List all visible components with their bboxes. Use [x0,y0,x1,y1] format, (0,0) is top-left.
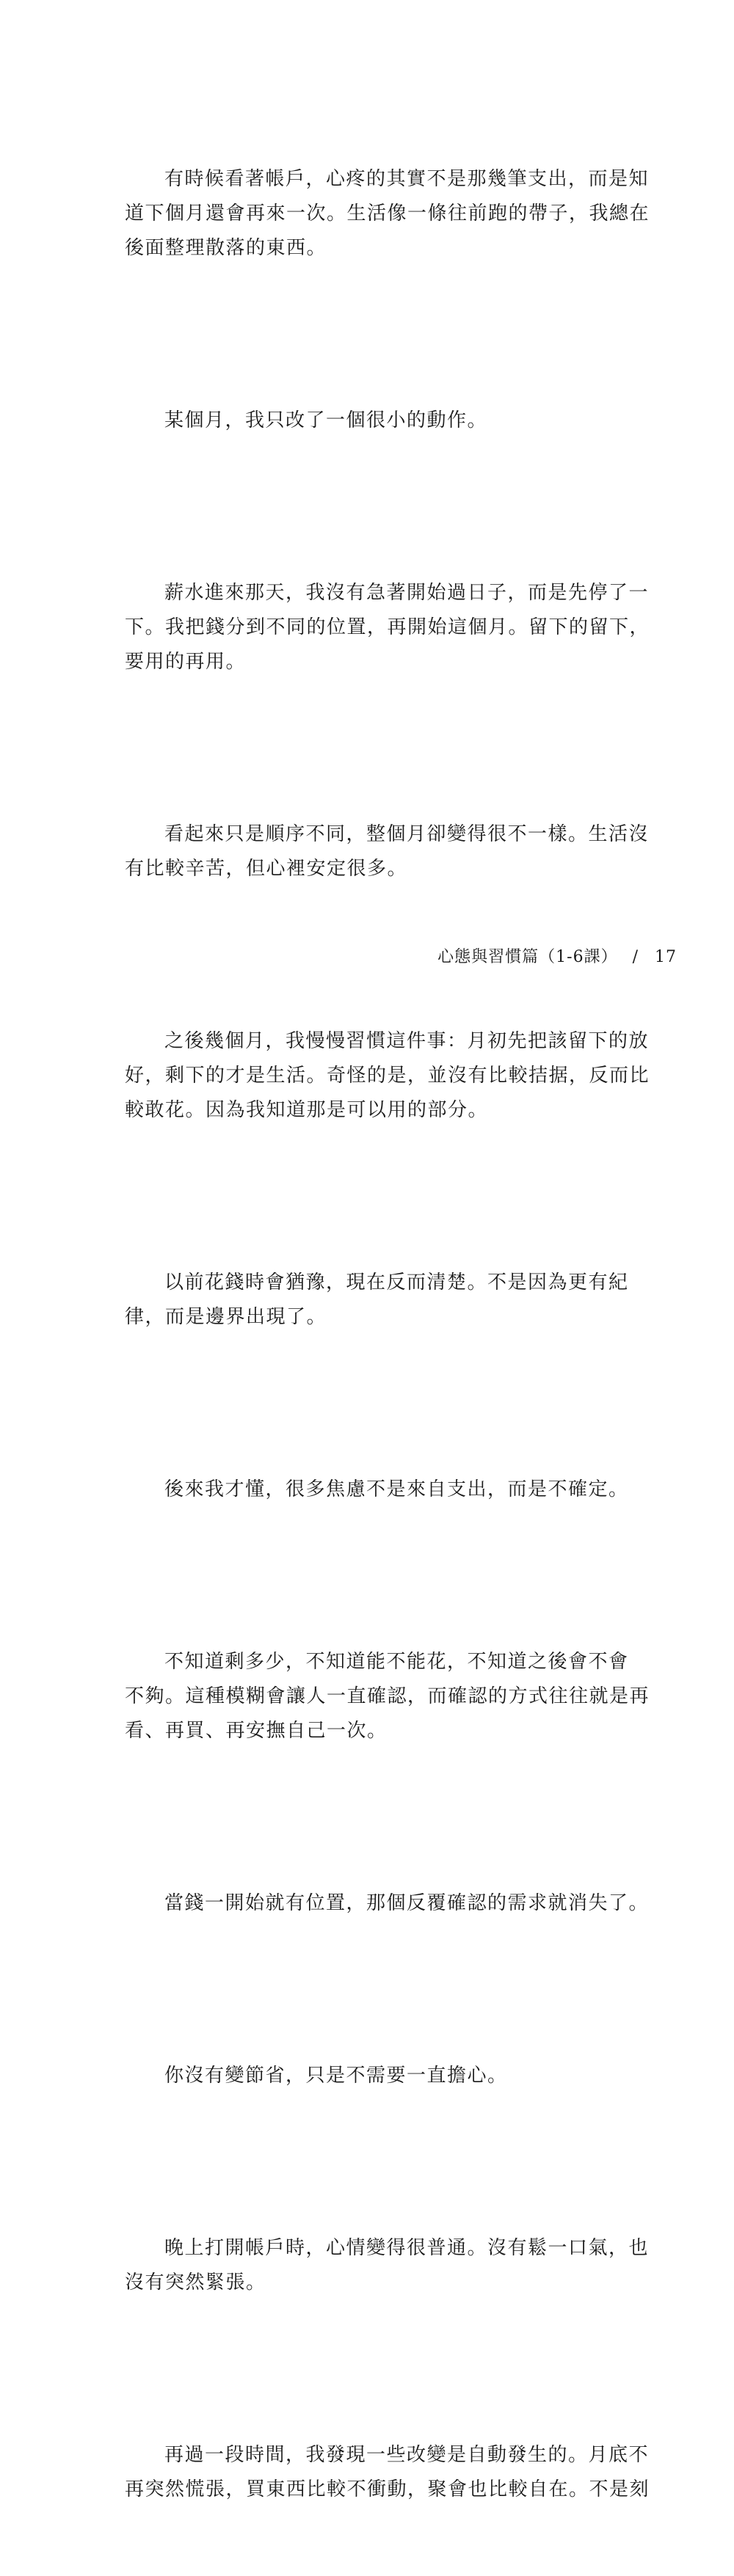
text-line: 不夠。這種模糊會讓人一直確認，而確認的方式往往就是再 [125,1685,650,1707]
text-line: 要用的再用。 [125,651,247,673]
paragraph [125,2162,650,2369]
paragraph [125,507,650,748]
text-line: 道下個月還會再來一次。生活像一條往前跑的帶子，我總在 [125,202,650,225]
text-line: 好，剩下的才是生活。奇怪的是，並沒有比較拮据，反而比 [125,1065,650,1087]
paragraph [125,1197,636,1404]
text-line: 看、再買、再安撫自己一次。 [125,1720,388,1742]
text-line: 後面整理散落的東西。 [125,237,327,259]
text-line: 較敢花。因為我知道那是可以用的部分。 [125,1099,489,1121]
page-number: 17 [655,948,677,966]
text-line: 你沒有變節省，只是不需要一直擔心。 [164,2065,508,2087]
text-line: 晚上打開帳戶時，心情變得很普通。沒有鬆一口氣，也 [164,2237,650,2259]
text-line: 看起來只是順序不同，整個月卻變得很不一樣。生活沒 [164,823,650,845]
page-body-text [125,93,650,2576]
text-line: 律，而是邊界出現了。 [125,1306,327,1328]
text-line: 有時候看著帳戶，心疼的其實不是那幾筆支出，而是知 [164,168,650,190]
paragraph [125,1990,636,2162]
footer-separator: / [632,948,639,966]
paragraph [125,1576,650,1817]
page-footer [437,944,677,967]
text-line: 當錢一開始就有位置，那個反覆確認的需求就消失了。 [164,1892,650,1914]
paragraph [125,1817,650,1990]
text-line: 之後幾個月，我慢慢習慣這件事：月初先把該留下的放 [164,1030,650,1052]
paragraph [125,1404,636,1576]
text-line: 薪水進來那天，我沒有急著開始過日子，而是先停了一 [164,582,650,604]
text-line: 沒有突然緊張。 [125,2272,266,2294]
text-line: 不知道剩多少，不知道能不能花，不知道之後會不會 [164,1651,629,1673]
paragraph [125,955,650,1197]
text-line: 某個月，我只改了一個很小的動作。 [164,409,488,431]
section-title: 心態與習慣篇（1-6課） [437,948,618,966]
text-line: 有比較辛苦，但心裡安定很多。 [125,858,408,880]
paragraph [125,335,636,507]
paragraph [125,93,650,335]
text-line: 再過一段時間，我發現一些改變是自動發生的。月底不 [164,2444,650,2466]
text-line: 後來我才懂，很多焦慮不是來自支出，而是不確定。 [164,1478,629,1500]
paragraph [125,2369,650,2576]
text-line: 以前花錢時會猶豫，現在反而清楚。不是因為更有紀 [164,1271,629,1294]
text-line: 再突然慌張，買東西比較不衝動，聚會也比較自在。不是刻 [125,2478,650,2500]
paragraph [125,748,650,955]
text-line: 下。我把錢分到不同的位置，再開始這個月。留下的留下， [125,616,650,638]
